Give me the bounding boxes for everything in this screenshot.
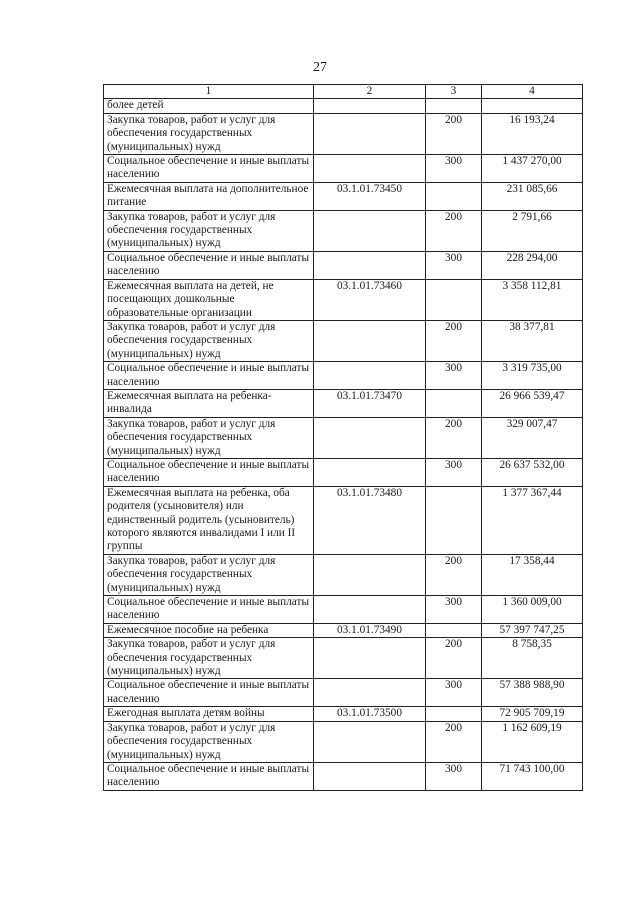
- row-amount-cell: 57 388 988,90: [482, 679, 583, 707]
- row-amount-cell: 3 358 112,81: [482, 279, 583, 320]
- row-name-cell: Закупка товаров, работ и услуг для обеспечения государственных (муниципальных) нужд: [104, 417, 314, 458]
- row-amount-cell: 231 085,66: [482, 182, 583, 210]
- row-name-cell: Ежемесячное пособие на ребенка: [104, 623, 314, 637]
- row-amount-cell: 1 377 367,44: [482, 486, 583, 554]
- row-amount-cell: 329 007,47: [482, 417, 583, 458]
- row-amount-cell: 1 162 609,19: [482, 721, 583, 762]
- row-name-cell: Закупка товаров, работ и услуг для обеспечения государственных (муниципальных) нужд: [104, 320, 314, 361]
- row-amount-cell: 17 358,44: [482, 554, 583, 595]
- row-type-cell: 300: [426, 458, 482, 486]
- row-amount-cell: 8 758,35: [482, 638, 583, 679]
- table-row: [104, 679, 583, 707]
- row-name-cell: Социальное обеспечение и иные выплаты населению: [104, 458, 314, 486]
- row-type-cell: 200: [426, 320, 482, 361]
- table-row: [104, 638, 583, 679]
- row-amount-cell: 228 294,00: [482, 251, 583, 279]
- row-code-cell: 03.1.01.73470: [314, 389, 426, 417]
- row-type-cell: 300: [426, 251, 482, 279]
- table-row: [104, 721, 583, 762]
- row-name-cell: Ежемесячная выплата на ребенка, оба родителя (усыновителя) или единственный родитель (усыновитель) которого являются инвалидами I или II группы: [104, 486, 314, 554]
- row-name-cell: Ежегодная выплата детям войны: [104, 707, 314, 721]
- row-code-cell: [314, 458, 426, 486]
- row-code-cell: 03.1.01.73450: [314, 182, 426, 210]
- row-code-cell: [314, 320, 426, 361]
- column-header-2: 2: [314, 85, 426, 99]
- row-code-cell: 03.1.01.73500: [314, 707, 426, 721]
- row-type-cell: 300: [426, 596, 482, 624]
- row-amount-cell: 57 397 747,25: [482, 623, 583, 637]
- column-header-3: 3: [426, 85, 482, 99]
- row-name-cell: Социальное обеспечение и иные выплаты населению: [104, 251, 314, 279]
- row-type-cell: 300: [426, 762, 482, 790]
- table-row: [104, 279, 583, 320]
- row-name-cell: Социальное обеспечение и иные выплаты населению: [104, 762, 314, 790]
- column-header-4: 4: [482, 85, 583, 99]
- row-amount-cell: 1 360 009,00: [482, 596, 583, 624]
- column-header-1: 1: [104, 85, 314, 99]
- row-name-cell: Социальное обеспечение и иные выплаты населению: [104, 155, 314, 183]
- row-type-cell: 200: [426, 113, 482, 154]
- table-row: [104, 596, 583, 624]
- row-code-cell: [314, 417, 426, 458]
- row-name-cell: Закупка товаров, работ и услуг для обеспечения государственных (муниципальных) нужд: [104, 554, 314, 595]
- row-amount-cell: 16 193,24: [482, 113, 583, 154]
- row-name-cell: Социальное обеспечение и иные выплаты населению: [104, 596, 314, 624]
- row-amount-cell: 26 966 539,47: [482, 389, 583, 417]
- row-name-cell: Закупка товаров, работ и услуг для обеспечения государственных (муниципальных) нужд: [104, 113, 314, 154]
- table-row: [104, 155, 583, 183]
- row-name-cell: Закупка товаров, работ и услуг для обеспечения государственных (муниципальных) нужд: [104, 210, 314, 251]
- row-code-cell: [314, 99, 426, 113]
- row-name-cell: Ежемесячная выплата на дополнительное питание: [104, 182, 314, 210]
- table-row: [104, 210, 583, 251]
- row-type-cell: 300: [426, 362, 482, 390]
- row-type-cell: 200: [426, 417, 482, 458]
- table-row: [104, 251, 583, 279]
- table-body: [104, 99, 583, 790]
- table-header-row: [104, 85, 583, 99]
- page-number: 27: [313, 60, 327, 75]
- table-row: [104, 417, 583, 458]
- row-name-cell: Ежемесячная выплата на детей, не посещающих дошкольные образовательные организации: [104, 279, 314, 320]
- row-name-cell: Социальное обеспечение и иные выплаты населению: [104, 362, 314, 390]
- table-row: [104, 486, 583, 554]
- row-amount-cell: [482, 99, 583, 113]
- row-amount-cell: 1 437 270,00: [482, 155, 583, 183]
- row-code-cell: [314, 721, 426, 762]
- table-row: [104, 554, 583, 595]
- row-name-cell: более детей: [104, 99, 314, 113]
- row-amount-cell: 71 743 100,00: [482, 762, 583, 790]
- table-row: [104, 113, 583, 154]
- table-row: [104, 362, 583, 390]
- table-row: [104, 623, 583, 637]
- row-code-cell: 03.1.01.73490: [314, 623, 426, 637]
- row-amount-cell: 72 905 709,19: [482, 707, 583, 721]
- budget-table: [103, 84, 583, 791]
- row-name-cell: Закупка товаров, работ и услуг для обеспечения государственных (муниципальных) нужд: [104, 721, 314, 762]
- table-row: [104, 458, 583, 486]
- row-code-cell: 03.1.01.73460: [314, 279, 426, 320]
- table-row: [104, 389, 583, 417]
- row-type-cell: [426, 707, 482, 721]
- table-row: [104, 99, 583, 113]
- table-row: [104, 320, 583, 361]
- row-type-cell: 200: [426, 721, 482, 762]
- table-row: [104, 707, 583, 721]
- row-type-cell: 300: [426, 679, 482, 707]
- row-type-cell: 200: [426, 210, 482, 251]
- row-type-cell: [426, 99, 482, 113]
- row-code-cell: 03.1.01.73480: [314, 486, 426, 554]
- row-code-cell: [314, 362, 426, 390]
- table-row: [104, 762, 583, 790]
- row-amount-cell: 26 637 532,00: [482, 458, 583, 486]
- row-code-cell: [314, 554, 426, 595]
- row-code-cell: [314, 679, 426, 707]
- row-code-cell: [314, 596, 426, 624]
- row-code-cell: [314, 210, 426, 251]
- row-type-cell: [426, 389, 482, 417]
- row-amount-cell: 3 319 735,00: [482, 362, 583, 390]
- row-type-cell: [426, 279, 482, 320]
- row-type-cell: 300: [426, 155, 482, 183]
- row-code-cell: [314, 762, 426, 790]
- row-name-cell: Социальное обеспечение и иные выплаты населению: [104, 679, 314, 707]
- row-type-cell: 200: [426, 554, 482, 595]
- row-type-cell: [426, 182, 482, 210]
- row-type-cell: 200: [426, 638, 482, 679]
- row-amount-cell: 38 377,81: [482, 320, 583, 361]
- row-name-cell: Закупка товаров, работ и услуг для обеспечения государственных (муниципальных) нужд: [104, 638, 314, 679]
- row-type-cell: [426, 486, 482, 554]
- row-code-cell: [314, 251, 426, 279]
- row-code-cell: [314, 638, 426, 679]
- row-code-cell: [314, 113, 426, 154]
- row-code-cell: [314, 155, 426, 183]
- row-name-cell: Ежемесячная выплата на ребенка-инвалида: [104, 389, 314, 417]
- table-row: [104, 182, 583, 210]
- row-type-cell: [426, 623, 482, 637]
- row-amount-cell: 2 791,66: [482, 210, 583, 251]
